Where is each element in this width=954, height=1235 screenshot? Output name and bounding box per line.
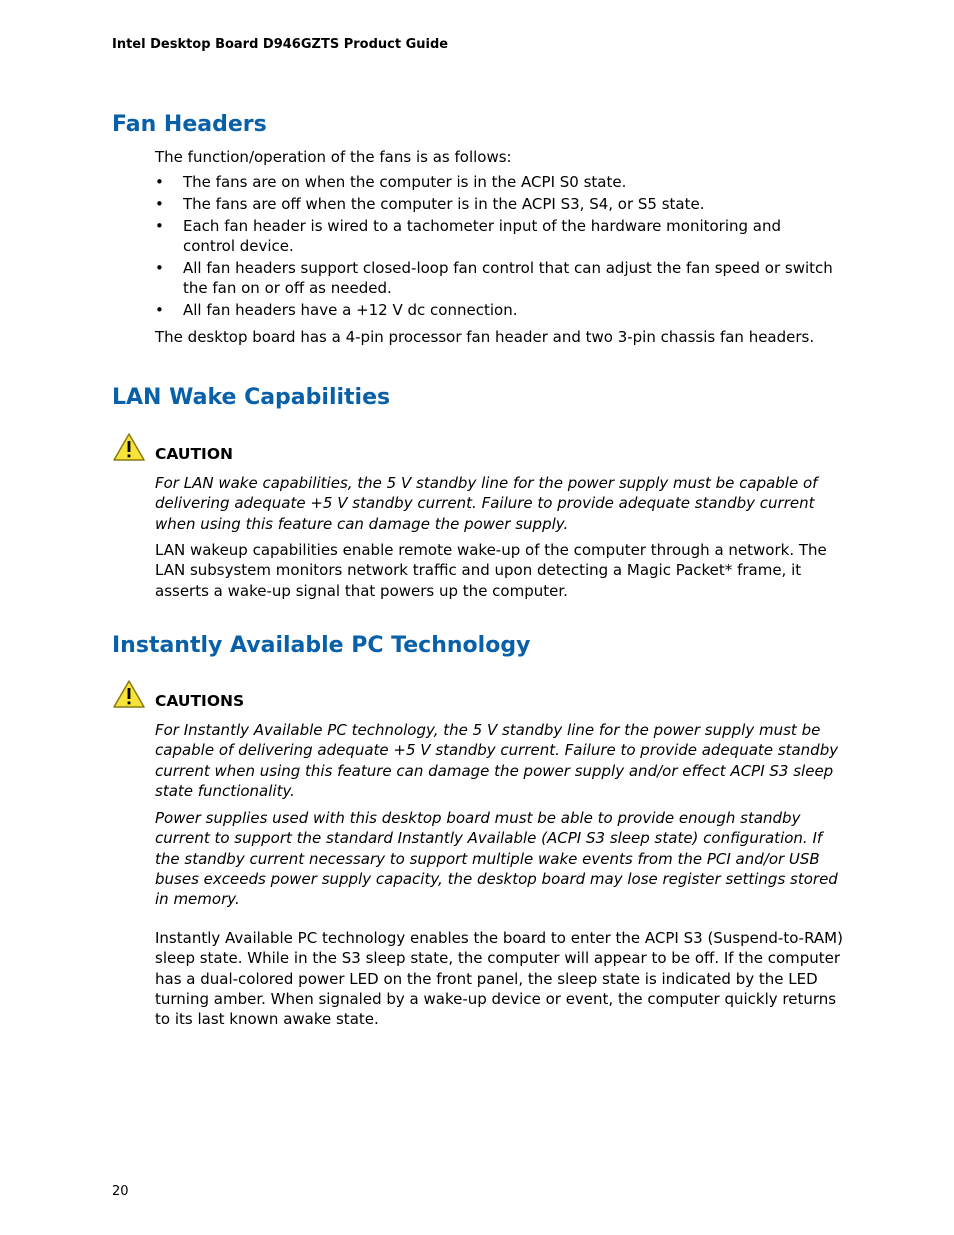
lan-wake-heading: LAN Wake Capabilities: [112, 385, 391, 410]
fan-headers-intro: The function/operation of the fans is as follows:: [155, 148, 512, 166]
instantly-available-heading: Instantly Available PC Technology: [112, 633, 531, 658]
list-item: • Each fan header is wired to a tachometer input of the hardware monitoring and control device.: [155, 216, 835, 257]
cautions-label: CAUTIONS: [155, 692, 245, 710]
warning-triangle-icon: [112, 679, 146, 709]
running-header: Intel Desktop Board D946GZTS Product Guide: [112, 37, 449, 52]
lan-wake-caution-text: For LAN wake capabilities, the 5 V standby line for the power supply must be capable of delivering adequate +5 V standby current. Failure to provide adequate standby current when using this feature can damage the power supply.: [155, 474, 818, 533]
fan-behavior-list: [155, 172, 835, 322]
lan-wake-body: LAN wakeup capabilities enable remote wake-up of the computer through a network. The LAN subsystem monitors network traffic and upon detecting a Magic Packet* frame, it asserts a wake-up signal that powers up the computer.: [155, 541, 827, 600]
fan-headers-heading: Fan Headers: [112, 112, 267, 137]
list-item: • All fan headers support closed-loop fan control that can adjust the fan speed or switch the fan on or off as needed.: [155, 258, 835, 299]
list-item: • The fans are off when the computer is in the ACPI S3, S4, or S5 state.: [155, 194, 835, 214]
instantly-available-body: Instantly Available PC technology enables the board to enter the ACPI S3 (Suspend-to-RAM) sleep state. While in the S3 sleep state, the computer will appear to be off. If the computer has a dual-colored power LED on the front panel, the sleep state is indicated by the LED turning amber. When signaled by a wake-up device or event, the computer quickly returns to its last known awake state.: [155, 929, 843, 1029]
instantly-available-caution-text-1: For Instantly Available PC technology, the 5 V standby line for the power supply must be capable of delivering adequate +5 V standby current. Failure to provide adequate standby current when using this feature can damage the power supply and/or effect ACPI S3 sleep state functionality.: [155, 721, 839, 800]
page-number: 20: [112, 1184, 129, 1199]
warning-triangle-icon: [112, 432, 146, 462]
list-item: • The fans are on when the computer is in the ACPI S0 state.: [155, 172, 835, 192]
instantly-available-caution-text-2: Power supplies used with this desktop board must be able to provide enough standby current to support the standard Instantly Available (ACPI S3 sleep state) configuration. If the standby current necessary to support multiple wake events from the PCI and/or USB buses exceeds power supply capacity, the desktop board may lose register settings stored in memory.: [155, 809, 838, 909]
list-item: • All fan headers have a +12 V dc connection.: [155, 300, 835, 320]
caution-label: CAUTION: [155, 445, 233, 463]
fan-headers-summary: The desktop board has a 4-pin processor fan header and two 3-pin chassis fan headers.: [155, 328, 815, 346]
